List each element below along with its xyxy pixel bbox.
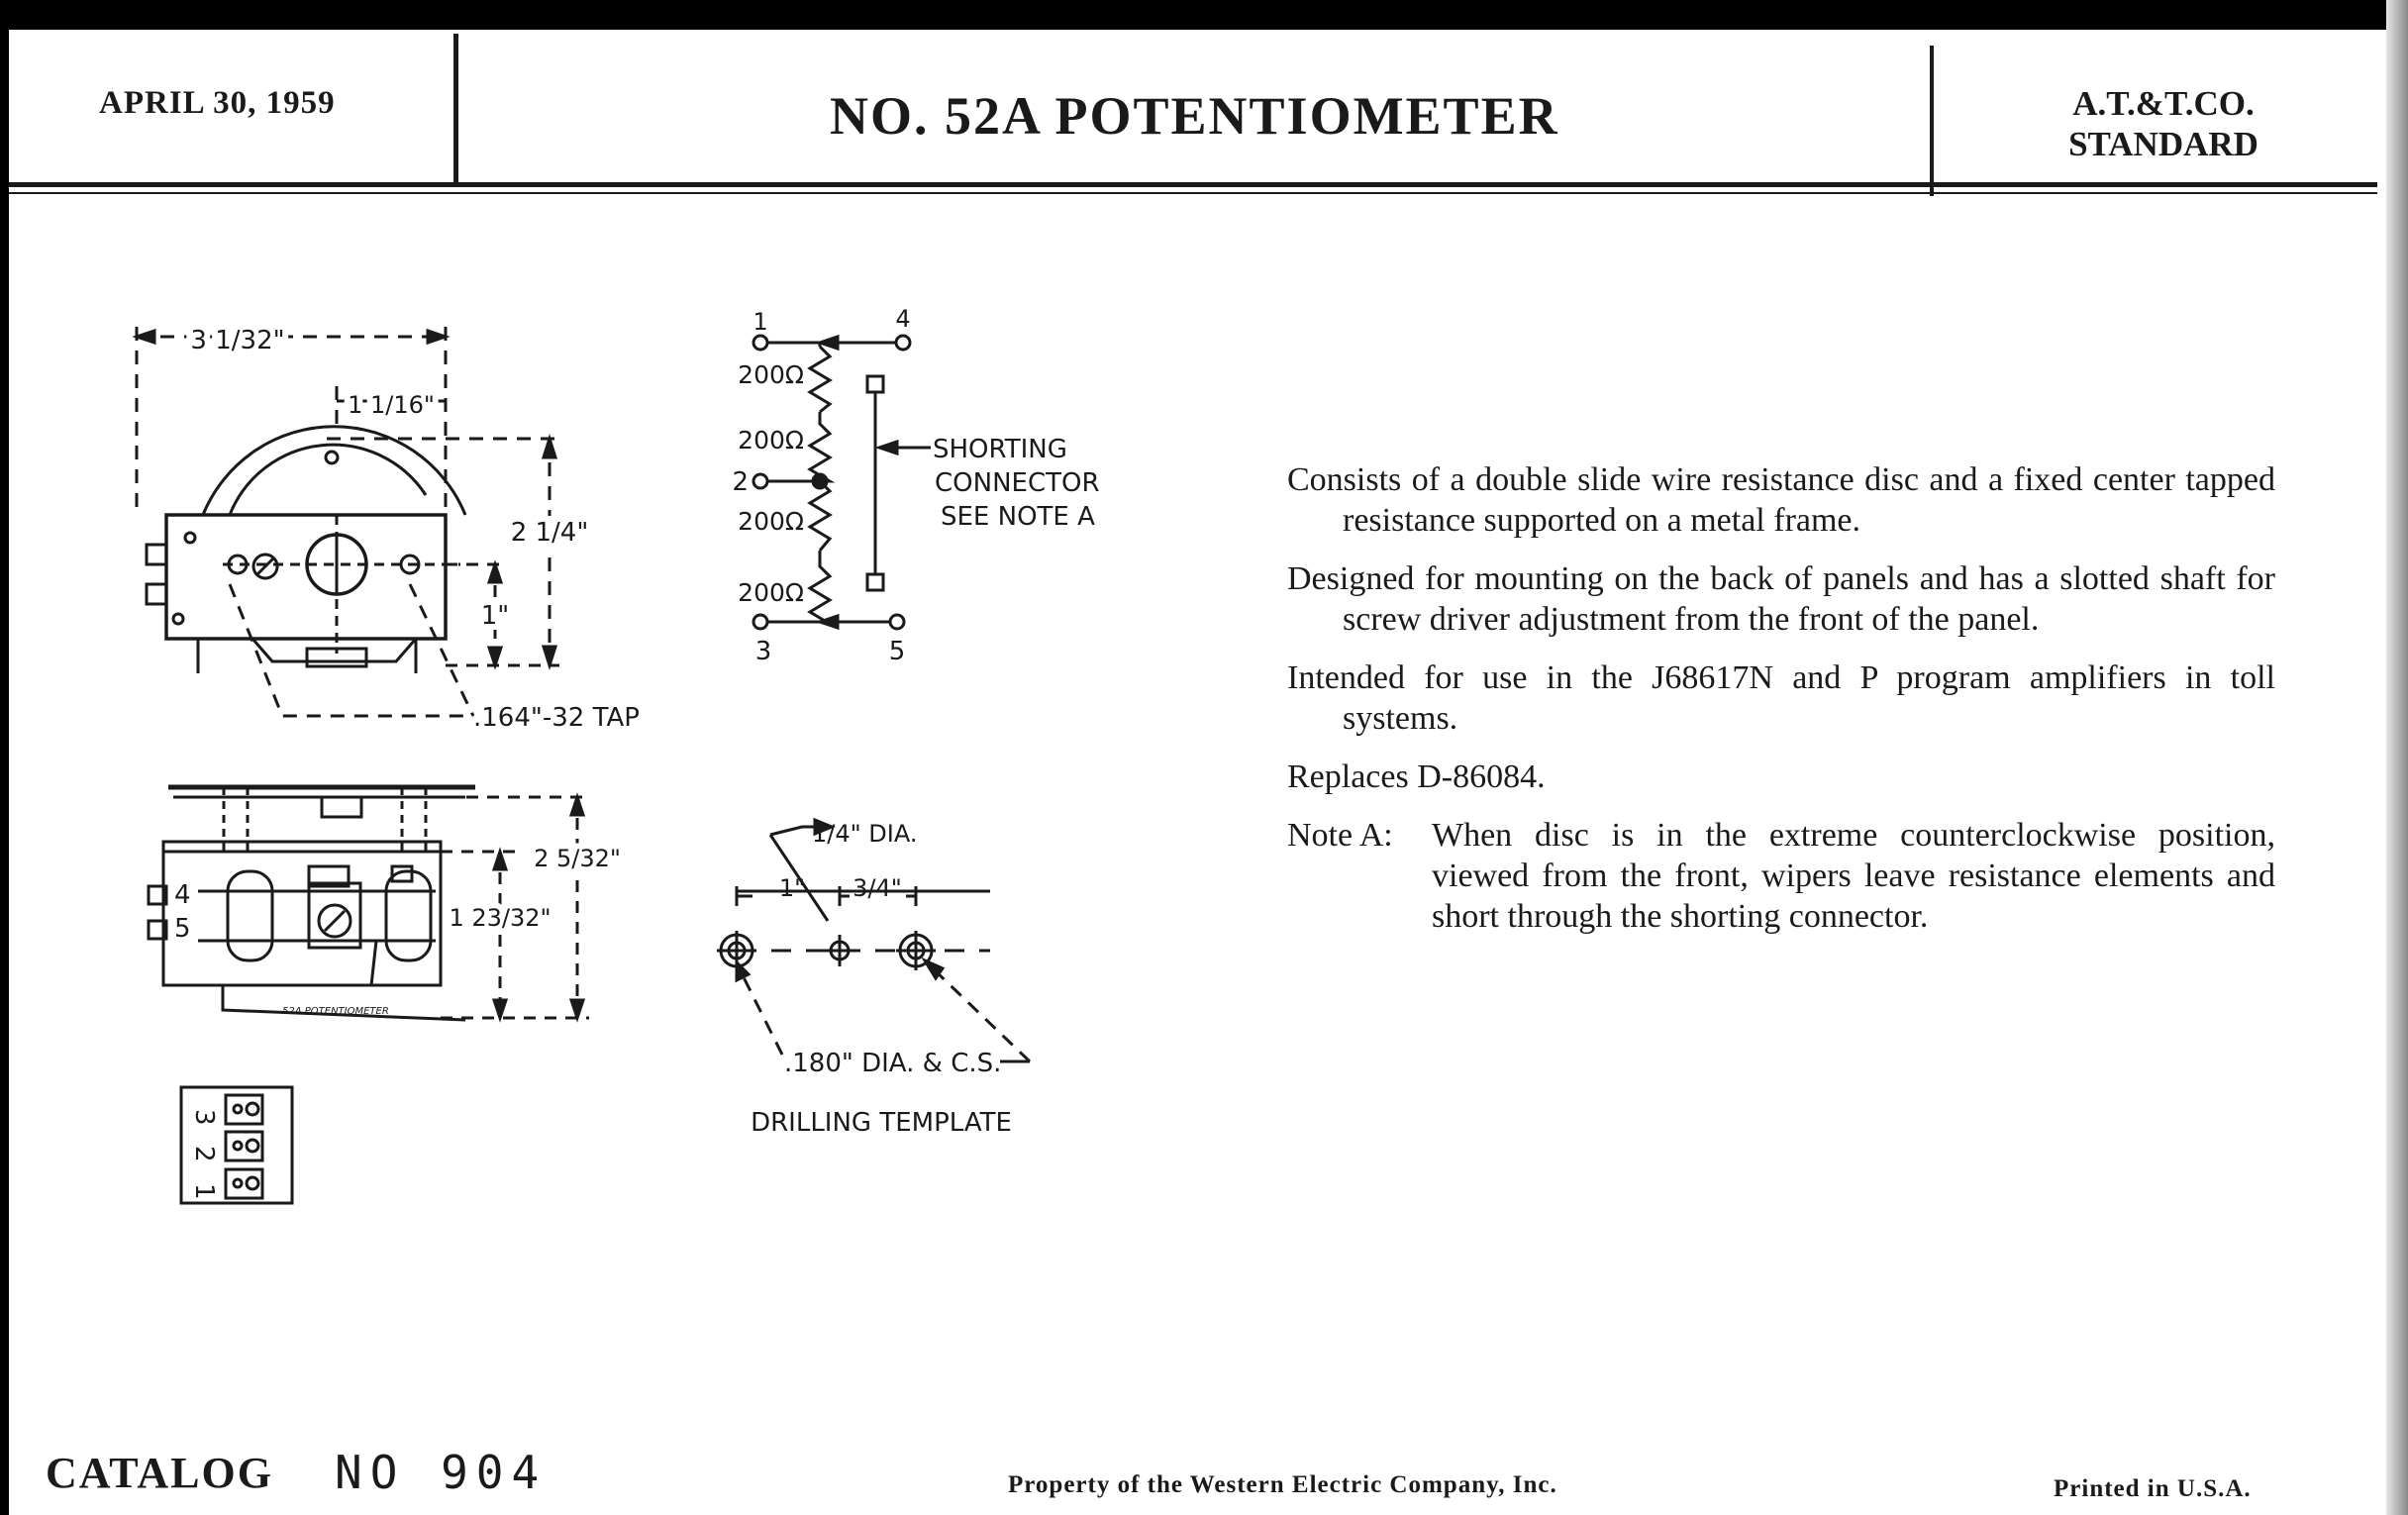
- resistor-label-3: 200Ω: [738, 507, 804, 536]
- template-spacing-2: 3/4": [853, 874, 902, 902]
- standard-mark: [1990, 83, 2337, 164]
- shorting-label-2: CONNECTOR: [935, 468, 1100, 498]
- dim-side-partial: 1 23/32": [449, 904, 552, 932]
- note-label: Note A:: [1287, 817, 1393, 854]
- bottom-terminal-1: 1: [189, 1183, 219, 1200]
- shorting-label-1: SHORTING: [933, 435, 1067, 464]
- dim-height: 2 1/4": [510, 518, 589, 548]
- resistor-label-1: 200Ω: [738, 360, 804, 389]
- tap-label: .164"-32 TAP: [473, 703, 640, 733]
- description-paragraph-2: Designed for mounting on the back of panels and has a slotted shaft for screw driver adjustment from the front of the panel.: [1287, 560, 2275, 638]
- dim-overall-width: 3 1/32": [190, 326, 285, 355]
- drilling-template: [717, 820, 1030, 1061]
- nameplate-text: 52A POTENTIOMETER: [282, 1006, 389, 1017]
- dim-one-inch: 1": [480, 601, 510, 631]
- schematic-terminal-5: 5: [888, 637, 906, 666]
- technical-drawing: [0, 0, 1267, 1238]
- shorting-label-3: SEE NOTE A: [941, 502, 1095, 532]
- standard-line-2: STANDARD: [2068, 125, 2258, 163]
- catalog-number: NO 904: [335, 1446, 548, 1499]
- description: [1287, 459, 2275, 937]
- bottom-terminal-2: 2: [189, 1146, 219, 1162]
- header-divider-right: [1930, 46, 1934, 196]
- resistor-label-4: 200Ω: [738, 578, 804, 607]
- drawing-labels: [174, 305, 1100, 1200]
- template-spacing-1: 1": [778, 874, 806, 902]
- issue-date: APRIL 30, 1959: [99, 85, 336, 121]
- standard-line-1: A.T.&T.CO.: [2072, 84, 2255, 123]
- scan-right-shadow: [2386, 0, 2408, 1515]
- description-paragraph-1: Consists of a double slide wire resistance disc and a fixed center tapped resistance supported on a metal frame.: [1287, 461, 2275, 539]
- template-dia-label: 1/4" DIA.: [812, 820, 918, 848]
- note-text: When disc is in the extreme counterclockwise position, viewed from the front, wipers leave resistance elements and short through the shorting connector.: [1432, 817, 2275, 935]
- template-hole-label: .180" DIA. & C.S.: [784, 1049, 1002, 1078]
- schematic-terminal-3: 3: [754, 637, 772, 666]
- schematic-terminal-4: 4: [895, 305, 911, 333]
- side-terminal-5: 5: [174, 914, 191, 944]
- dim-side-total: 2 5/32": [534, 845, 621, 872]
- printed-notice: Printed in U.S.A.: [2054, 1475, 2252, 1502]
- template-caption: DRILLING TEMPLATE: [751, 1108, 1012, 1138]
- top-view: [137, 327, 559, 716]
- description-paragraph-3: Intended for use in the J68617N and P program amplifiers in toll systems.: [1287, 659, 2275, 737]
- description-paragraph-4: Replaces D-86084.: [1287, 758, 1546, 795]
- bottom-terminal-3: 3: [189, 1109, 219, 1126]
- schematic-terminal-2: 2: [732, 467, 749, 497]
- property-notice: Property of the Western Electric Company, Inc.: [1008, 1471, 1557, 1498]
- side-terminal-4: 4: [174, 880, 191, 910]
- document-title: NO. 52A POTENTIOMETER: [830, 86, 1559, 146]
- note-a: [1287, 815, 2275, 937]
- resistor-label-2: 200Ω: [738, 426, 804, 454]
- catalog-label: CATALOG: [46, 1449, 273, 1497]
- schematic-terminal-1: 1: [752, 308, 768, 336]
- dim-offset: 1 1/16": [348, 391, 435, 419]
